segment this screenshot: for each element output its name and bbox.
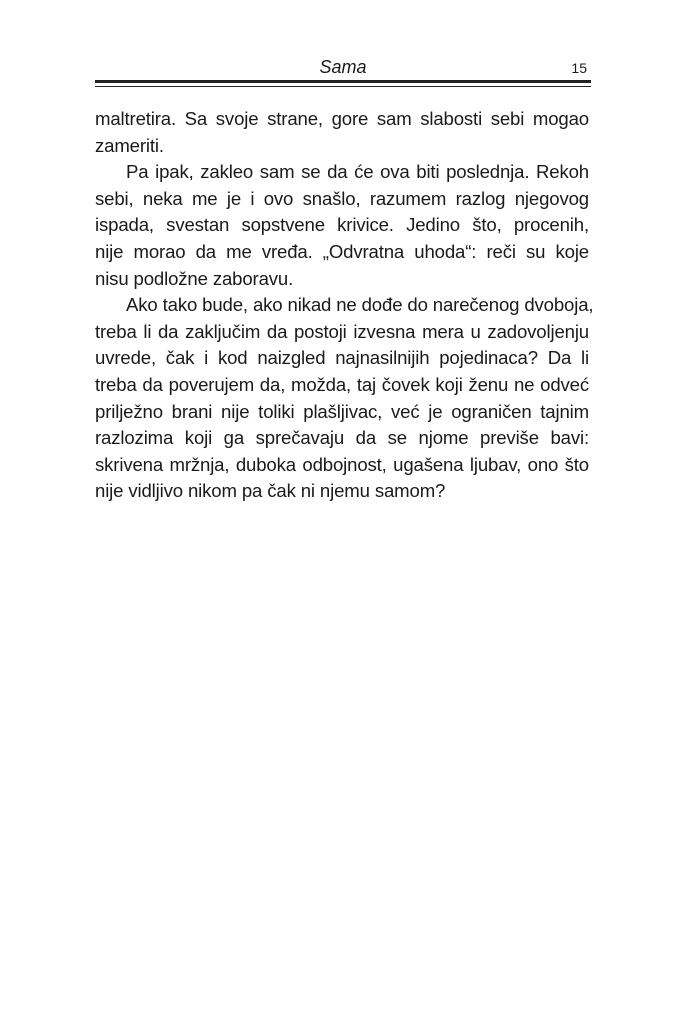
text-line: maltretira. Sa svoje strane, gore sam slabosti sebi mogao [95,108,589,129]
header-rule-thick [95,80,591,83]
text-line: uvrede, čak i kod naizgled najnasilnijih pojedinaca? Da li [95,347,589,369]
text-line: treba da poverujem da, možda, taj čovek koji ženu ne odveć [95,373,589,395]
text-line: Pa ipak, zakleo sam se da će ova biti poslednja. Rekoh [126,161,589,183]
text-line: zameriti. [95,134,164,156]
text-line: sebi, neka me je i ovo snašlo, razumem razlog njegovog [95,187,589,209]
text-line: Ako tako bude, ako nikad ne dođe do narečenog dvoboja, [126,294,594,316]
text-line: ispada, svestan sopstvene krivice. Jedino što, procenih, [95,214,589,236]
header-rule-thin [95,86,591,87]
text-line: nije morao da me vređa. „Odvratna uhoda“: reči su koje [95,240,589,262]
running-title: Sama [319,57,367,77]
text-line: nisu podložne zaboravu. [95,267,294,289]
text-line: treba li da zaključim da postoji izvesna mera u zadovoljenju [95,320,589,342]
paragraph [95,159,589,292]
paragraph [95,292,594,505]
text-line: razlozima koji ga sprečavaju da se njome previše bavi: [95,427,589,449]
text-line: prilježno brani nije toliki plašljivac, već je ograničen tajnim [95,400,589,422]
text-line: skrivena mržnja, duboka odbojnost, ugašena ljubav, ono što [95,453,589,475]
body-text [95,106,594,505]
running-header [95,56,591,78]
paragraph [95,106,589,159]
page-number: 15 [571,60,587,76]
text-line: nije vidljivo nikom pa čak ni njemu samom? [95,480,446,502]
